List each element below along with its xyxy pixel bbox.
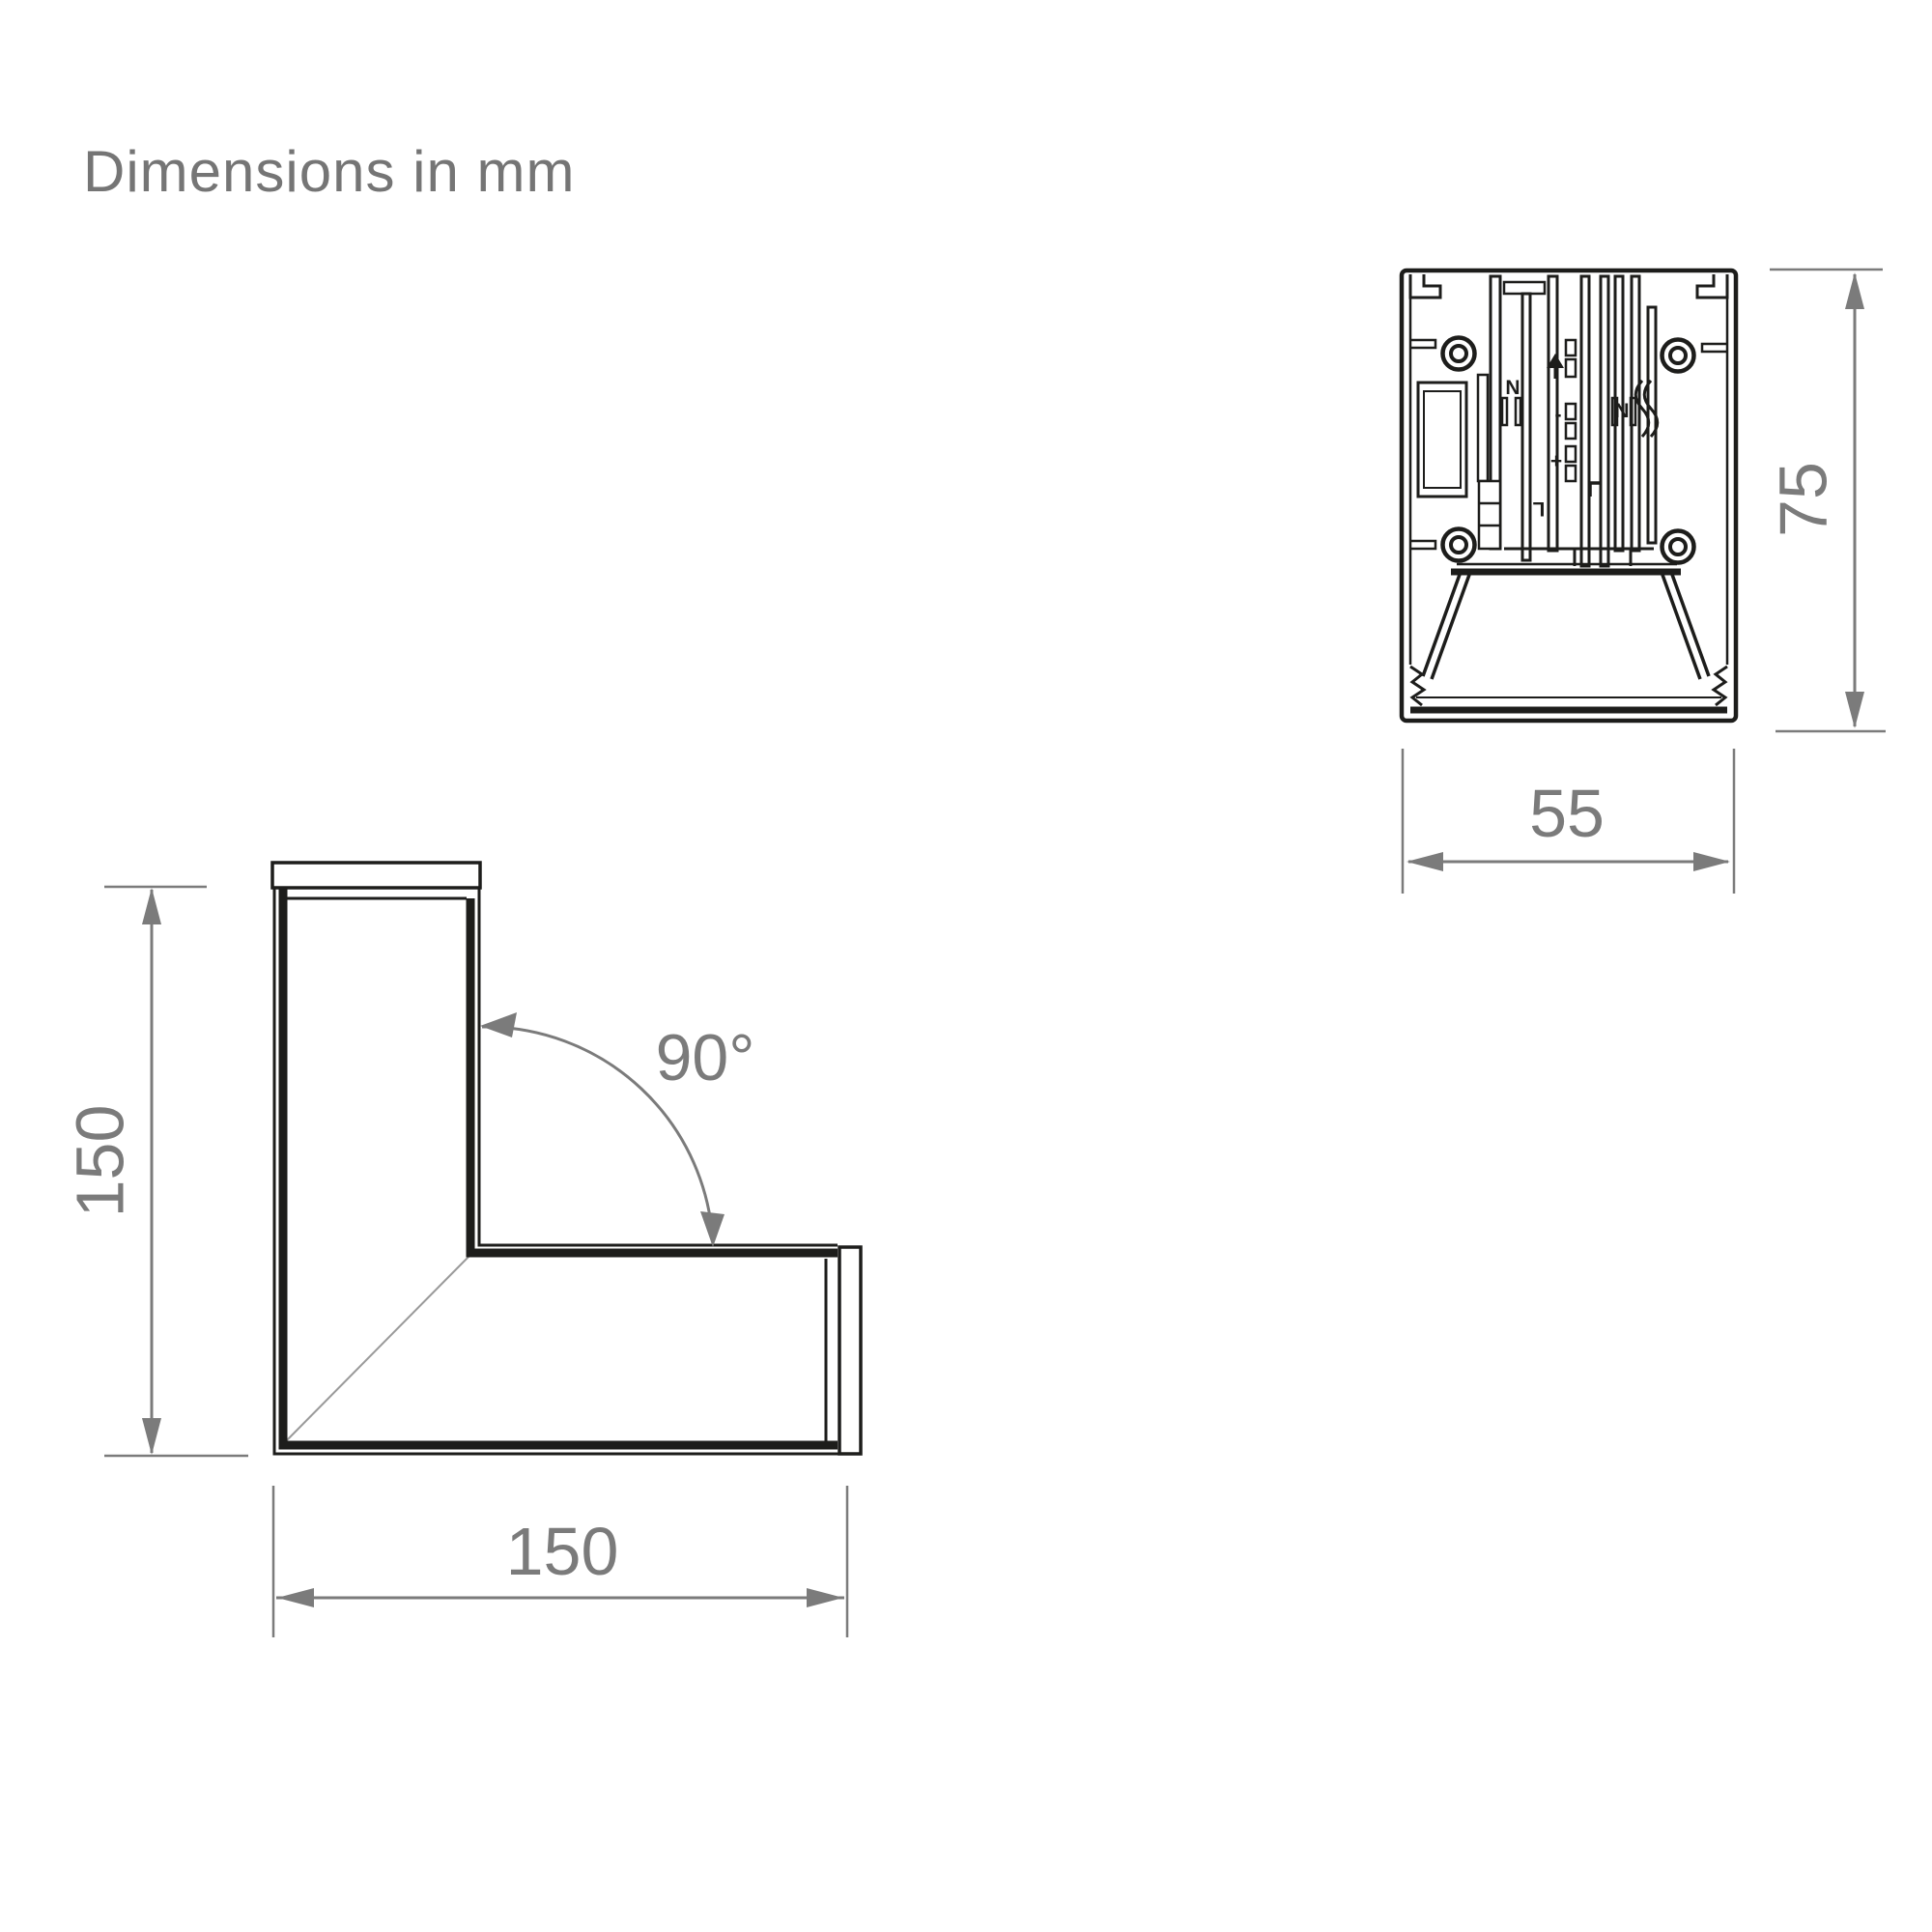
dimension-horizontal-150 — [273, 1486, 847, 1637]
terminal-label-neutral-right: N — [1614, 400, 1630, 422]
end-cap-top — [272, 863, 480, 888]
corner-profile-view — [63, 863, 862, 1637]
terminal-label-live: L — [1532, 497, 1546, 520]
terminal-label-neutral-left: N — [1505, 377, 1520, 399]
end-cap-right — [839, 1247, 861, 1454]
terminal-label-minus: - — [1554, 404, 1562, 426]
dim-label-150-vertical: 150 — [62, 1104, 138, 1218]
miter-line — [279, 1254, 471, 1448]
dim-label-55: 55 — [1529, 776, 1605, 851]
dimension-height-75 — [1766, 270, 1887, 731]
profile-cross-section-view — [1402, 270, 1886, 894]
dim-label-150-horizontal: 150 — [505, 1514, 619, 1589]
dimension-width-55 — [1403, 749, 1734, 894]
page-title: Dimensions in mm — [83, 139, 576, 204]
angle-annotation — [480, 1012, 754, 1247]
dimension-vertical-150 — [63, 887, 249, 1456]
angle-label: 90° — [655, 1021, 755, 1094]
dim-label-75: 75 — [1765, 462, 1841, 537]
terminal-label-plus: + — [1549, 450, 1563, 472]
